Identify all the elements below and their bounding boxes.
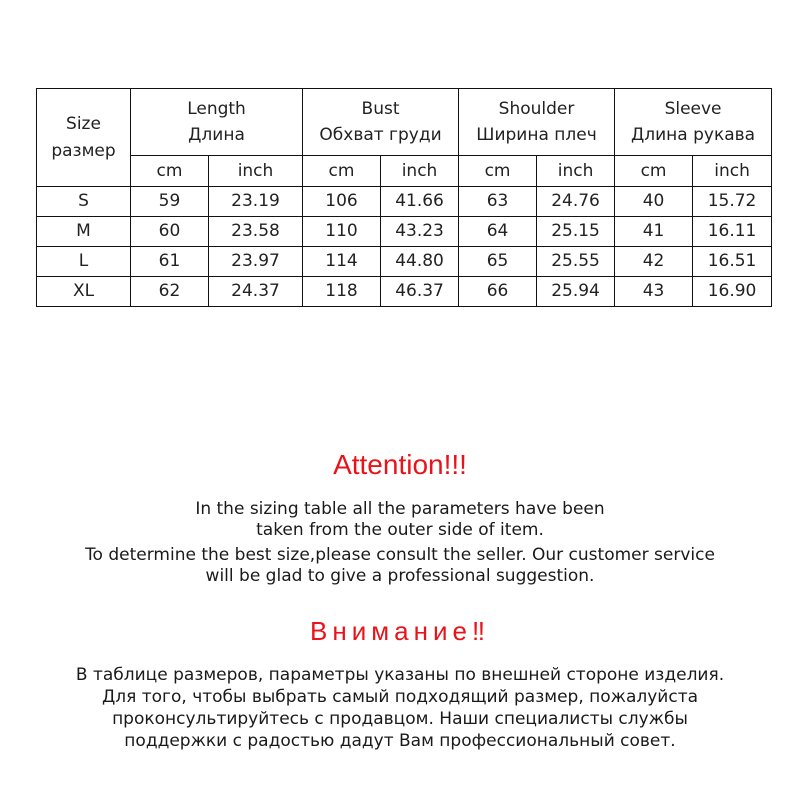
- shoulder-header-en: Shoulder: [498, 98, 575, 119]
- ru-attention-title: Внимание‼: [310, 616, 490, 646]
- ru-notice-paragraph: [0, 664, 800, 752]
- size-cell: XL: [37, 277, 131, 307]
- unit-cm-cell: cm: [303, 156, 381, 187]
- table-cell: 118: [303, 277, 381, 307]
- unit-header-row: [37, 156, 772, 187]
- table-cell: 25.94: [537, 277, 615, 307]
- size-header-cell: [37, 89, 131, 187]
- table-cell: 59: [131, 187, 209, 217]
- table-cell: 46.37: [381, 277, 459, 307]
- table-cell: 65: [459, 247, 537, 277]
- ru-notice-line: Для того, чтобы выбрать самый подходящий размер, пожалуйста: [101, 687, 699, 707]
- table-cell: 24.76: [537, 187, 615, 217]
- table-cell: 15.72: [693, 187, 772, 217]
- table-row: [37, 187, 772, 217]
- length-header-ru: Длина: [188, 125, 245, 145]
- table-row: [37, 277, 772, 307]
- table-cell: 63: [459, 187, 537, 217]
- table-cell: 106: [303, 187, 381, 217]
- attention-title: Attention!!!: [333, 449, 467, 480]
- table-cell: 61: [131, 247, 209, 277]
- size-cell: L: [37, 247, 131, 277]
- en-notice-paragraph-1: [0, 499, 800, 541]
- bust-header-ru: Обхват груди: [319, 125, 442, 145]
- table-cell: 23.19: [209, 187, 303, 217]
- table-cell: 16.90: [693, 277, 772, 307]
- table-cell: 24.37: [209, 277, 303, 307]
- table-cell: 60: [131, 217, 209, 247]
- length-header-cell: [131, 89, 303, 156]
- table-cell: 25.15: [537, 217, 615, 247]
- table-cell: 64: [459, 217, 537, 247]
- table-cell: 43: [615, 277, 693, 307]
- ru-notice-line: В таблице размеров, параметры указаны по внешней стороне изделия.: [75, 665, 725, 685]
- table-cell: 16.51: [693, 247, 772, 277]
- table-cell: 40: [615, 187, 693, 217]
- unit-inch-cell: inch: [381, 156, 459, 187]
- unit-inch-cell: inch: [209, 156, 303, 187]
- sleeve-header-ru: Длина рукава: [630, 125, 756, 145]
- unit-cm-cell: cm: [615, 156, 693, 187]
- unit-inch-cell: inch: [537, 156, 615, 187]
- ru-notice-line: проконсультируйтесь с продавцом. Наши специалисты службы: [112, 709, 688, 729]
- shoulder-header-cell: [459, 89, 615, 156]
- table-row: [37, 217, 772, 247]
- table-cell: 16.11: [693, 217, 772, 247]
- en-notice-line: will be glad to give a professional suggestion.: [205, 566, 595, 586]
- table-cell: 62: [131, 277, 209, 307]
- sleeve-header-en: Sleeve: [664, 98, 722, 119]
- table-cell: 41: [615, 217, 693, 247]
- sleeve-header-cell: [615, 89, 772, 156]
- table-cell: 44.80: [381, 247, 459, 277]
- size-header-ru: размер: [51, 140, 116, 161]
- shoulder-header-ru: Ширина плеч: [476, 125, 597, 145]
- unit-cm-cell: cm: [131, 156, 209, 187]
- table-cell: 66: [459, 277, 537, 307]
- size-header-en: Size: [66, 114, 101, 135]
- en-notice-line: taken from the outer side of item.: [256, 520, 544, 540]
- table-cell: 114: [303, 247, 381, 277]
- length-header-en: Length: [187, 98, 246, 119]
- en-notice-line: In the sizing table all the parameters have been: [195, 499, 605, 519]
- ru-notice-line: поддержки с радостью дадут Вам профессиональный совет.: [124, 731, 676, 751]
- table-cell: 41.66: [381, 187, 459, 217]
- table-cell: 25.55: [537, 247, 615, 277]
- table-cell: 42: [615, 247, 693, 277]
- bust-header-en: Bust: [361, 98, 400, 119]
- table-cell: 110: [303, 217, 381, 247]
- bust-header-cell: [303, 89, 459, 156]
- size-cell: S: [37, 187, 131, 217]
- unit-cm-cell: cm: [459, 156, 537, 187]
- table-cell: 43.23: [381, 217, 459, 247]
- table-cell: 23.97: [209, 247, 303, 277]
- group-header-row: [37, 89, 772, 156]
- table-cell: 23.58: [209, 217, 303, 247]
- en-notice-line: To determine the best size,please consult the seller. Our customer service: [85, 545, 715, 565]
- size-cell: M: [37, 217, 131, 247]
- en-notice-paragraph-2: [0, 545, 800, 587]
- unit-inch-cell: inch: [693, 156, 772, 187]
- table-row: [37, 247, 772, 277]
- size-chart-table: [36, 88, 772, 307]
